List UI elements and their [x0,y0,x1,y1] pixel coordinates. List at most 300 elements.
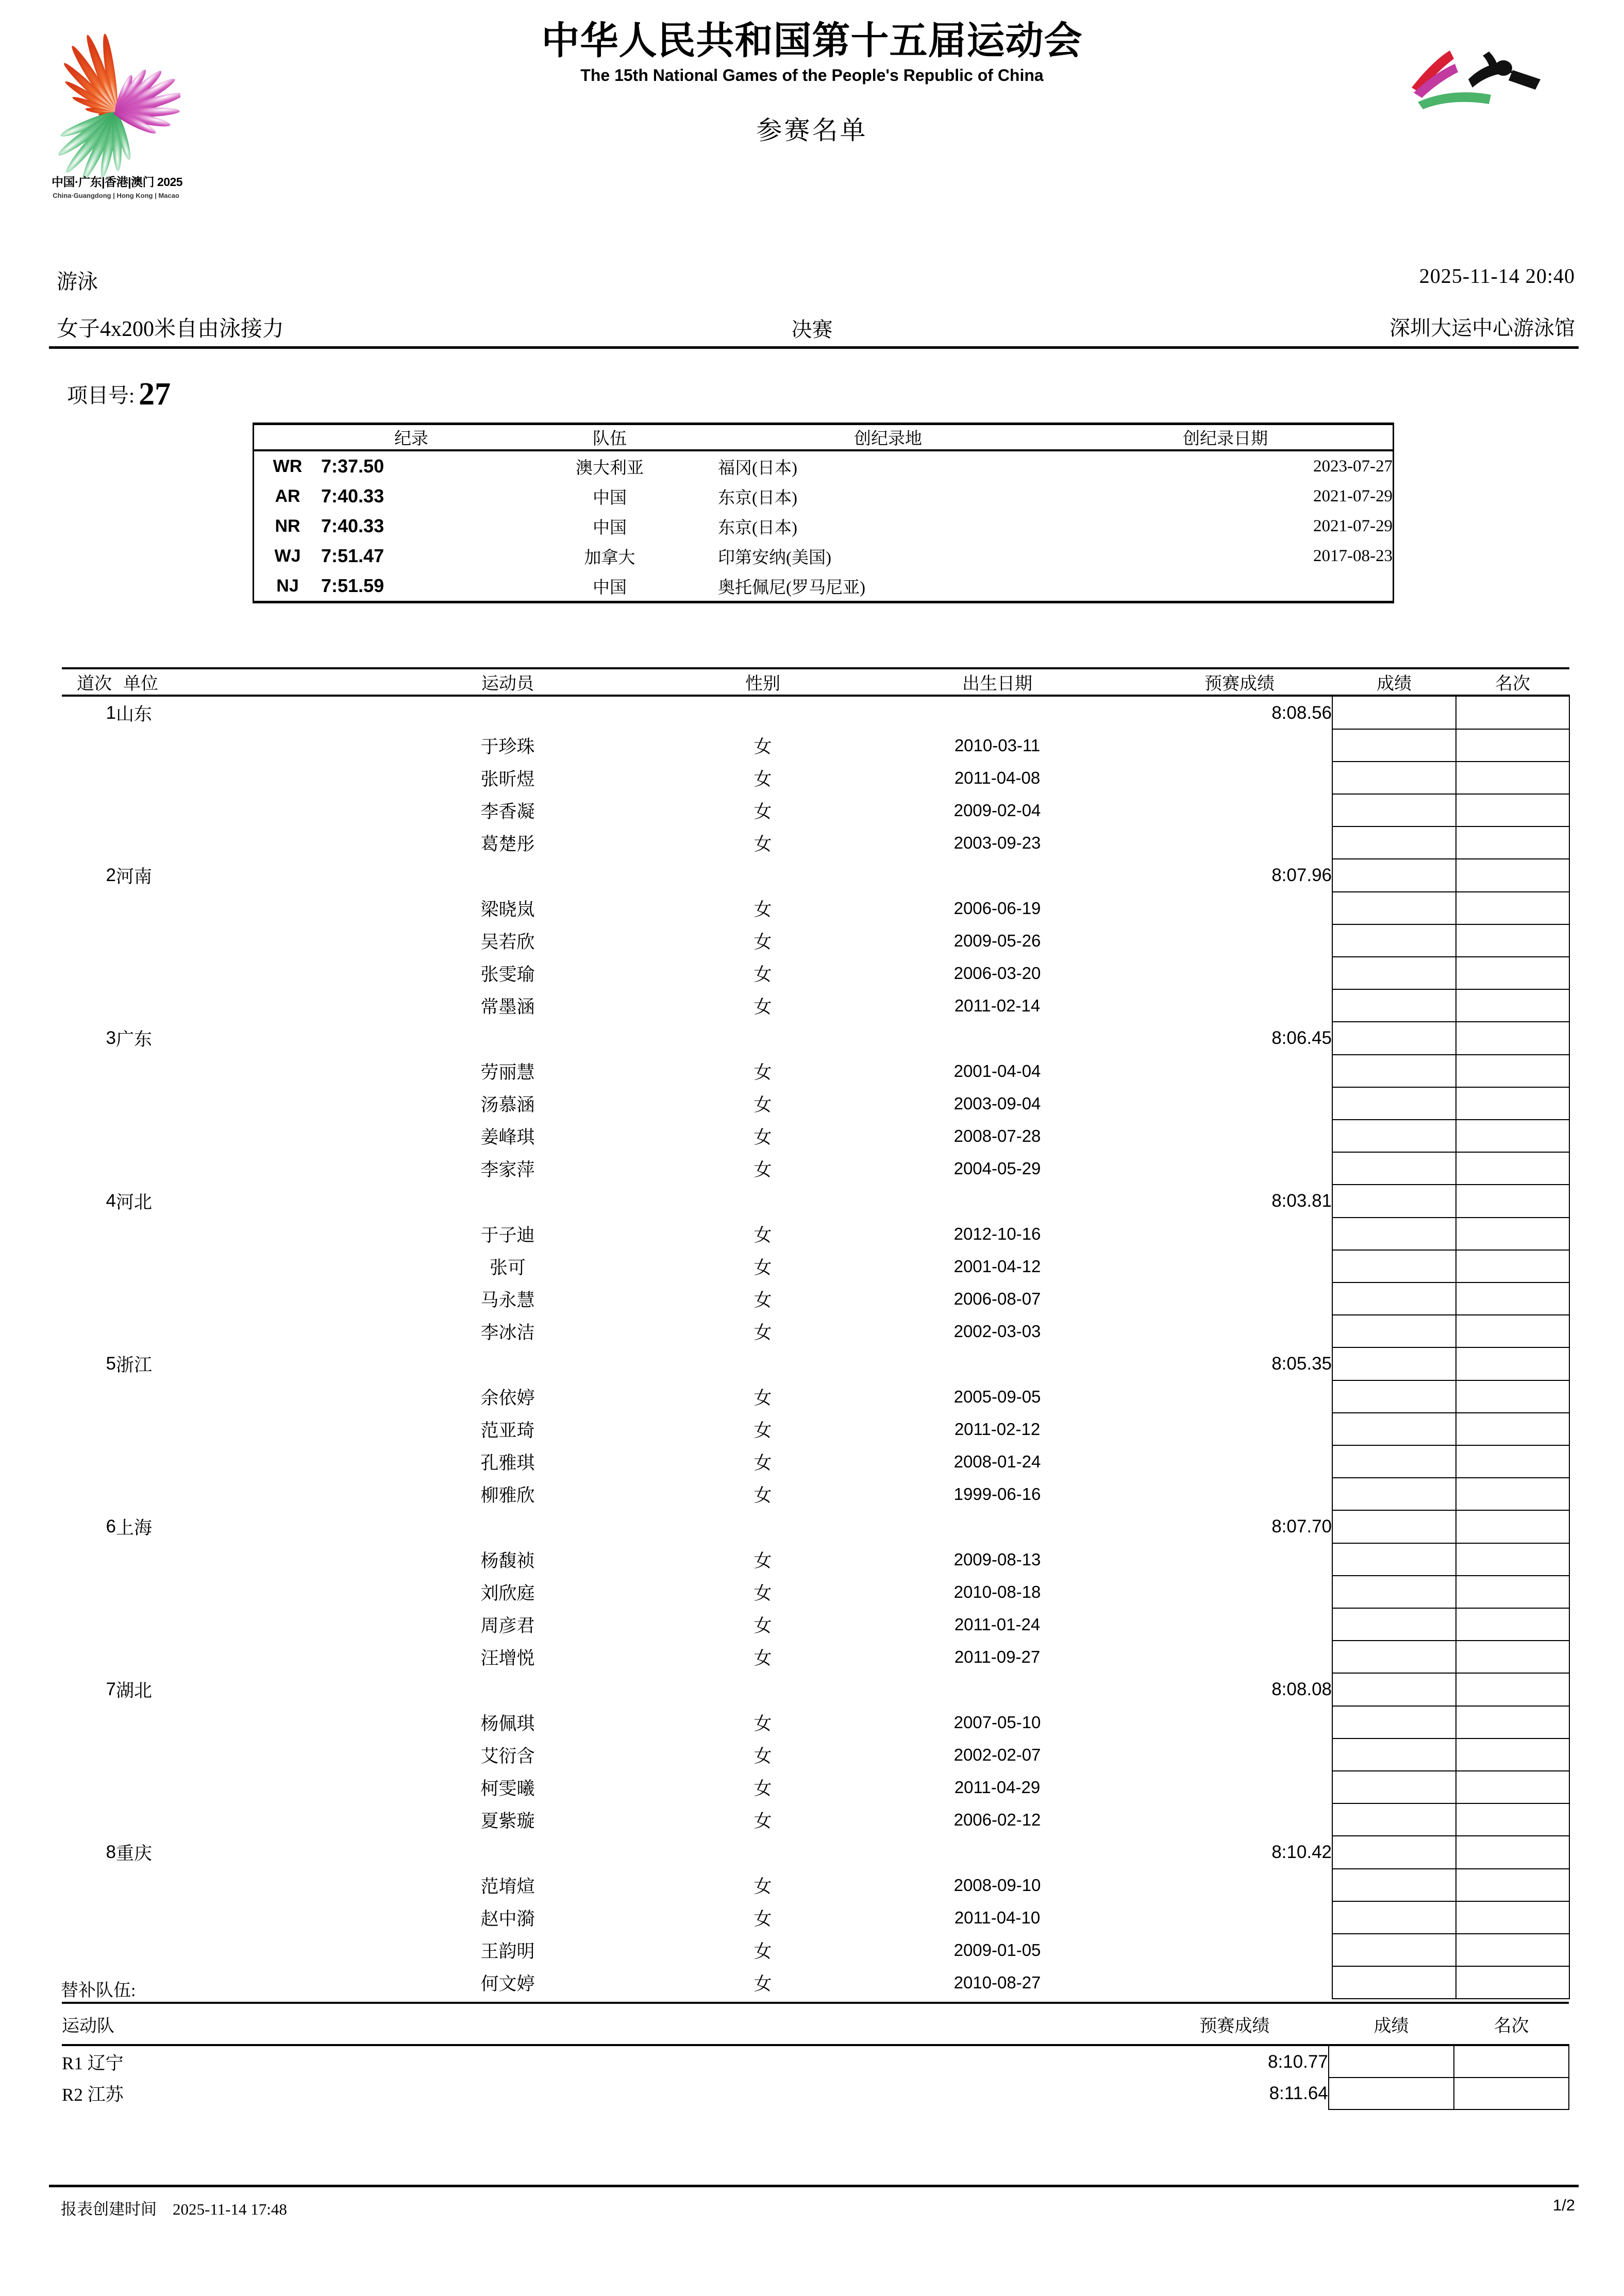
rank-input-cell[interactable] [1456,1087,1569,1120]
athlete-name: 柯雯曦 [480,1778,535,1799]
athlete-dob: 2009-05-26 [953,931,1041,950]
rank-input-cell[interactable] [1456,957,1569,989]
team-row [62,859,1569,892]
athlete-sex: 女 [754,1746,772,1766]
team-lane: 6 [106,1516,116,1537]
athlete-sex: 女 [754,1811,772,1831]
athlete-sex: 女 [754,1257,772,1278]
athlete-row [62,989,1569,1022]
rank-input-cell[interactable] [1456,696,1569,729]
athlete-sex: 女 [754,1876,772,1897]
athlete-sex: 女 [754,1094,772,1115]
result-input-cell[interactable] [1332,1478,1456,1510]
athlete-name: 范堉煊 [480,1876,535,1897]
col-header-unit: 单位 [123,674,158,694]
rank-input-cell[interactable] [1456,1803,1569,1836]
team-prelim: 8:07.70 [1271,1516,1332,1537]
round-name: 决赛 [791,318,833,341]
team-unit: 广东 [116,1029,153,1050]
athlete-row [62,1413,1569,1445]
result-input-cell[interactable] [1332,859,1456,892]
athlete-row [62,729,1569,762]
team-lane: 4 [106,1191,116,1211]
result-input-cell[interactable] [1332,1706,1456,1738]
subs-col-header-prelim: 预赛成绩 [1199,2016,1270,2036]
footer-divider [49,2185,1579,2187]
result-input-cell[interactable] [1332,1641,1456,1673]
result-input-cell[interactable] [1332,1022,1456,1055]
athlete-sex: 女 [754,932,772,952]
athlete-sex: 女 [754,1290,772,1310]
athlete-dob: 2003-09-04 [953,1093,1041,1113]
result-input-cell[interactable] [1332,1152,1456,1185]
col-header-prelim: 预赛成绩 [1204,674,1275,694]
athlete-row [62,957,1569,989]
record-time: 7:51.47 [321,545,384,566]
event-number-block [67,376,171,413]
result-input-cell[interactable] [1332,1771,1456,1803]
result-input-cell[interactable] [1332,1966,1456,1999]
records-row [254,541,1393,571]
athlete-row [62,1706,1569,1738]
athlete-dob: 2006-08-07 [953,1289,1041,1308]
title-block [0,21,1624,147]
athlete-sex: 女 [754,1550,772,1571]
session-datetime: 2025-11-14 20:40 [1419,264,1575,288]
athlete-sex: 女 [754,1322,772,1343]
athlete-row [62,1315,1569,1347]
result-input-cell[interactable] [1332,1576,1456,1608]
team-row [62,1022,1569,1055]
athlete-sex: 女 [754,1159,772,1180]
rank-input-cell[interactable] [1456,1055,1569,1087]
athlete-row [62,1966,1569,1999]
result-input-cell[interactable] [1332,1934,1456,1966]
athlete-sex: 女 [754,1615,772,1636]
team-unit: 山东 [116,704,153,724]
rank-input-cell[interactable] [1456,1901,1569,1934]
athlete-dob: 2006-03-20 [953,963,1041,983]
athlete-row [62,1771,1569,1803]
result-input-cell[interactable] [1332,1185,1456,1218]
record-time: 7:51.59 [321,575,384,596]
result-input-cell[interactable] [1332,1087,1456,1120]
event-number-value: 27 [139,377,171,412]
rank-input-cell[interactable] [1456,859,1569,892]
result-input-cell[interactable] [1332,1869,1456,1901]
team-prelim: 8:08.08 [1271,1679,1332,1699]
document-type-title: 参赛名单 [756,115,868,145]
records-col-record: 纪录 [394,430,428,448]
athlete-sex: 女 [754,834,772,854]
athlete-sex: 女 [754,1453,772,1473]
athlete-row [62,1934,1569,1966]
col-header-dob: 出生日期 [962,674,1032,694]
record-abbr: WJ [274,546,301,566]
substitute-row [62,2078,1569,2109]
athlete-row [62,1380,1569,1413]
athlete-name: 杨佩琪 [480,1713,535,1734]
record-place: 福冈(日本) [718,459,797,478]
team-lane: 3 [106,1028,116,1048]
rank-input-cell[interactable] [1456,1836,1569,1869]
record-date: 2023-07-27 [1313,457,1393,476]
substitute-team: R1 辽宁 [62,2053,124,2073]
rank-input-cell[interactable] [1456,924,1569,957]
result-input-cell[interactable] [1332,826,1456,859]
rank-input-cell[interactable] [1456,1250,1569,1282]
rank-input-cell[interactable] [1456,1510,1569,1543]
result-input-cell[interactable] [1332,924,1456,957]
rank-input-cell[interactable] [1456,1022,1569,1055]
rank-input-cell[interactable] [1456,794,1569,826]
athlete-row [62,1282,1569,1315]
athlete-dob: 2004-05-29 [953,1158,1041,1178]
team-prelim: 8:06.45 [1271,1028,1332,1048]
athlete-name: 何文婷 [480,1973,535,1994]
athlete-name: 王韵明 [480,1941,535,1962]
athlete-row [62,1055,1569,1087]
record-place: 东京(日本) [718,518,797,537]
athlete-sex: 女 [754,1485,772,1506]
sport-name: 游泳 [57,270,98,293]
records-row [254,450,1393,481]
header-divider [49,346,1579,349]
result-input-cell[interactable] [1332,729,1456,762]
athlete-name: 范亚琦 [480,1420,535,1441]
rank-input-cell[interactable] [1456,1966,1569,1999]
athlete-dob: 2008-07-28 [953,1126,1041,1145]
athlete-name: 余依婷 [480,1388,535,1408]
rank-input-cell[interactable] [1456,1641,1569,1673]
substitutes-table [62,2002,1569,2110]
rank-input-cell[interactable] [1456,1120,1569,1152]
record-abbr: WR [273,456,303,476]
records-row [254,481,1393,511]
team-prelim: 8:08.56 [1271,702,1332,723]
result-input-cell[interactable] [1332,1543,1456,1576]
result-input-cell[interactable] [1332,1803,1456,1836]
team-row [62,696,1569,729]
team-unit: 河北 [116,1192,153,1212]
result-input-cell[interactable] [1332,1836,1456,1869]
page-number: 1/2 [1552,2196,1575,2214]
rank-input-cell[interactable] [1456,1380,1569,1413]
emblem-caption-en: China·Guangdong | Hong Kong | Macao [53,192,179,199]
result-input-cell[interactable] [1332,1510,1456,1543]
team-lane: 2 [106,865,116,885]
record-date: 2021-07-29 [1313,516,1393,535]
athlete-name: 赵中漪 [480,1909,535,1929]
team-lane: 1 [106,702,116,723]
report-created-label: 报表创建时间 [61,2200,157,2218]
athlete-dob: 2005-09-05 [953,1387,1041,1406]
athlete-row [62,1250,1569,1282]
record-date: 2021-07-29 [1313,486,1393,505]
rank-input-cell[interactable] [1456,826,1569,859]
team-unit: 湖北 [116,1681,153,1701]
result-input-cell[interactable] [1332,1250,1456,1282]
athlete-name: 葛楚彤 [480,834,535,854]
team-row [62,1347,1569,1380]
athlete-sex: 女 [754,1941,772,1962]
athlete-dob: 2007-05-10 [953,1712,1041,1732]
athlete-dob: 2002-03-03 [953,1321,1041,1341]
result-input-cell[interactable] [1332,1282,1456,1315]
subs-col-header-rank: 名次 [1494,2016,1529,2036]
result-input-cell[interactable] [1332,1055,1456,1087]
record-place: 奥托佩尼(罗马尼亚) [718,578,865,597]
team-prelim: 8:07.96 [1271,865,1332,885]
page-title-cn: 中华人民共和国第十五届运动会 [541,19,1083,62]
result-input-cell[interactable] [1332,957,1456,989]
rank-input-cell[interactable] [1456,1673,1569,1706]
record-team: 中国 [593,488,627,508]
subs-col-header-result: 成绩 [1374,2016,1409,2036]
rank-input-cell[interactable] [1456,1445,1569,1478]
rank-input-cell[interactable] [1456,892,1569,924]
rank-input-cell[interactable] [1456,1282,1569,1315]
athlete-row [62,1152,1569,1185]
result-input-cell[interactable] [1332,1901,1456,1934]
athlete-row [62,924,1569,957]
athlete-dob: 2006-06-19 [953,898,1041,918]
athlete-dob: 2003-09-23 [953,833,1041,852]
subs-col-header-team: 运动队 [62,2016,114,2036]
records-row [254,511,1393,541]
team-unit: 河南 [116,867,153,887]
athlete-name: 刘欣庭 [480,1583,535,1603]
rank-input-cell[interactable] [1456,1706,1569,1738]
team-unit: 重庆 [116,1844,153,1864]
athlete-name: 艾衍含 [480,1746,535,1766]
team-lane: 7 [106,1679,116,1699]
venue-name: 深圳大运中心游泳馆 [1389,316,1575,340]
record-time: 7:40.33 [321,485,384,507]
athlete-row [62,1901,1569,1934]
athlete-dob: 2011-02-14 [954,995,1041,1015]
athlete-row [62,1803,1569,1836]
athlete-row [62,1478,1569,1510]
athlete-name: 于子迪 [480,1225,535,1245]
athlete-row [62,1445,1569,1478]
athlete-sex: 女 [754,964,772,985]
rank-input-cell[interactable] [1456,1738,1569,1771]
athlete-name: 张雯瑜 [480,964,535,985]
rank-input-cell[interactable] [1456,1218,1569,1250]
records-row [254,571,1393,601]
rank-input-cell[interactable] [1456,1315,1569,1347]
team-unit: 浙江 [116,1355,153,1375]
result-input-cell[interactable] [1332,989,1456,1022]
athlete-sex: 女 [754,1225,772,1245]
athlete-name: 张昕煜 [480,769,535,789]
report-created-time: 2025-11-14 17:48 [173,2200,287,2218]
athlete-name: 汪增悦 [480,1648,535,1668]
col-header-rank: 名次 [1495,674,1530,694]
rank-input-cell[interactable] [1454,2078,1569,2109]
substitute-prelim: 8:11.64 [1269,2083,1328,2103]
athlete-row [62,1576,1569,1608]
athlete-row [62,892,1569,924]
team-lane: 5 [106,1354,116,1374]
team-row [62,1185,1569,1218]
athlete-name: 李家萍 [480,1159,535,1180]
records-col-team: 队伍 [593,430,627,448]
records-table [253,423,1394,603]
records-col-place: 创纪录地 [854,430,922,448]
athlete-sex: 女 [754,1909,772,1929]
result-input-cell[interactable] [1332,1673,1456,1706]
athlete-name: 杨馥祯 [480,1550,535,1571]
rank-input-cell[interactable] [1456,729,1569,762]
athlete-row [62,1608,1569,1641]
rank-input-cell[interactable] [1456,1543,1569,1576]
col-header-athlete: 运动员 [481,674,534,694]
athlete-dob: 2009-01-05 [953,1940,1041,1960]
athlete-row [62,1738,1569,1771]
rank-input-cell[interactable] [1456,762,1569,794]
athlete-dob: 2012-10-16 [953,1224,1041,1243]
athlete-name: 周彦君 [480,1615,535,1636]
record-abbr: NR [275,516,300,536]
team-row [62,1673,1569,1706]
athlete-sex: 女 [754,1973,772,1994]
athlete-row [62,1120,1569,1152]
athlete-dob: 1999-06-16 [953,1484,1041,1504]
rank-input-cell[interactable] [1456,1478,1569,1510]
athlete-row [62,794,1569,826]
team-row [62,1510,1569,1543]
athlete-sex: 女 [754,1778,772,1799]
record-team: 澳大利亚 [576,459,644,478]
record-team: 中国 [593,518,627,537]
result-input-cell[interactable] [1332,1315,1456,1347]
entries-table [62,667,1569,1999]
result-input-cell[interactable] [1332,1347,1456,1380]
athlete-name: 吴若欣 [480,932,535,952]
result-input-cell[interactable] [1332,1380,1456,1413]
result-input-cell[interactable] [1329,2045,1454,2078]
rank-input-cell[interactable] [1456,1347,1569,1380]
athlete-dob: 2009-08-13 [953,1549,1041,1569]
substitute-team: R2 江苏 [62,2085,124,2105]
athlete-name: 马永慧 [480,1290,535,1310]
team-lane: 8 [106,1842,116,1862]
athlete-dob: 2011-04-08 [954,768,1041,787]
records-col-date: 创纪录日期 [1183,430,1268,448]
athlete-dob: 2011-02-12 [954,1419,1041,1439]
document-header [0,0,1624,412]
rank-input-cell[interactable] [1456,1413,1569,1445]
entries-header-row [62,668,1569,696]
athlete-name: 孔雅琪 [480,1453,535,1473]
athlete-sex: 女 [754,769,772,789]
athlete-sex: 女 [754,1713,772,1734]
athlete-name: 于珍珠 [480,736,535,757]
col-header-result: 成绩 [1377,674,1412,694]
athlete-dob: 2001-04-04 [953,1061,1041,1081]
records-col-abbr [254,425,321,450]
result-input-cell[interactable] [1332,1413,1456,1445]
athlete-dob: 2008-09-10 [953,1875,1041,1895]
athlete-row [62,1087,1569,1120]
result-input-cell[interactable] [1329,2078,1454,2109]
result-input-cell[interactable] [1332,762,1456,794]
record-place: 东京(日本) [718,488,797,508]
rank-input-cell[interactable] [1454,2045,1569,2078]
col-header-lane: 道次 [77,674,112,694]
athlete-name: 汤慕涵 [480,1094,535,1115]
athlete-dob: 2010-08-18 [953,1582,1041,1601]
athlete-row [62,1869,1569,1901]
result-input-cell[interactable] [1332,794,1456,826]
athlete-name: 梁晓岚 [480,899,535,920]
result-input-cell[interactable] [1332,1608,1456,1641]
substitute-row [62,2045,1569,2078]
athlete-dob: 2008-01-24 [953,1451,1041,1471]
report-created [61,2196,287,2219]
substitutes-label: 替补队伍: [61,1981,136,2000]
athlete-sex: 女 [754,1648,772,1668]
record-abbr: AR [275,486,300,506]
athlete-name: 柳雅欣 [480,1485,535,1506]
athlete-name: 李冰洁 [480,1322,535,1343]
team-prelim: 8:05.35 [1271,1354,1332,1374]
result-input-cell[interactable] [1332,1120,1456,1152]
record-time: 7:40.33 [321,515,384,536]
rank-input-cell[interactable] [1456,1576,1569,1608]
athlete-dob: 2011-04-10 [954,1907,1041,1927]
athlete-sex: 女 [754,1062,772,1083]
athlete-name: 劳丽慧 [480,1062,535,1083]
substitute-prelim: 8:10.77 [1267,2051,1328,2072]
rank-input-cell[interactable] [1456,1934,1569,1966]
result-input-cell[interactable] [1332,892,1456,924]
athlete-sex: 女 [754,801,772,822]
result-input-cell[interactable] [1332,1218,1456,1250]
rank-input-cell[interactable] [1456,1869,1569,1901]
rank-input-cell[interactable] [1456,1608,1569,1641]
athlete-dob: 2001-04-12 [953,1256,1041,1276]
record-place: 印第安纳(美国) [718,548,831,567]
team-row [62,1836,1569,1869]
col-header-sex: 性别 [745,674,780,694]
athlete-name: 常墨涵 [480,997,535,1017]
athlete-row [62,826,1569,859]
athlete-dob: 2009-02-04 [953,800,1041,820]
athlete-sex: 女 [754,1388,772,1408]
athlete-row [62,1641,1569,1673]
athlete-name: 李香凝 [480,801,535,822]
event-name: 女子4x200米自由泳接力 [57,317,284,341]
rank-input-cell[interactable] [1456,1152,1569,1185]
result-input-cell[interactable] [1332,1445,1456,1478]
rank-input-cell[interactable] [1456,989,1569,1022]
team-prelim: 8:03.81 [1271,1191,1332,1211]
athlete-name: 张可 [489,1257,526,1278]
rank-input-cell[interactable] [1456,1771,1569,1803]
athlete-name: 夏紫璇 [480,1811,535,1831]
records-header-row [254,425,1393,450]
result-input-cell[interactable] [1332,696,1456,729]
rank-input-cell[interactable] [1456,1185,1569,1218]
result-input-cell[interactable] [1332,1738,1456,1771]
swimming-pictogram-icon [1402,32,1557,109]
athlete-row [62,1543,1569,1576]
substitutes-header-row [62,2003,1569,2045]
team-prelim: 8:10.42 [1271,1842,1332,1862]
